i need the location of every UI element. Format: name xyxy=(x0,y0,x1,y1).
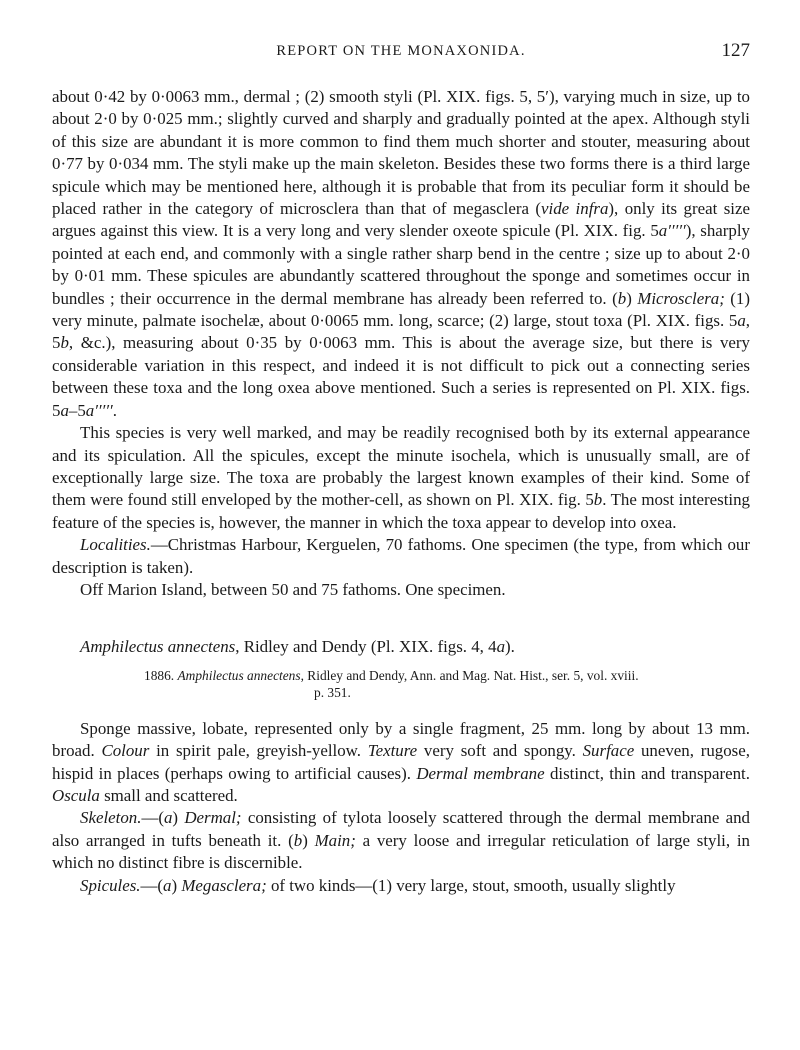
spicules-paragraph: Spicules.—(a) Megasclera; of two kinds—(1) very large, stout, smooth, usually slightly xyxy=(80,875,676,895)
localities-label: Localities. xyxy=(80,535,151,555)
description-paragraph: Sponge massive, lobate, represented only by a single fragment, 25 mm. long by about 13 mm. broad. Colour in spirit pale, greyish-yellow. Texture very soft and spongy. Surface uneven, rugose, hispid in places (perhaps owing to artificial causes). Dermal membrane distinct, thin and transparent. Oscula small and scattered. xyxy=(52,718,750,805)
page xyxy=(52,40,750,897)
species-name: Amphilectus annectens xyxy=(80,637,236,657)
paragraph-2: This species is very well marked, and may be readily recognised both by its external appearance and its spiculation. All the spicules, except the minute isochela, which is unusually small, are of exceptionally large size. The toxa are probably the largest known examples of their kind. Some of them were found still enveloped by the mother-cell, as shown on Pl. XIX. fig. 5b. The most interesting feature of the species is, however, the manner in which the toxa appear to develop into oxea. xyxy=(52,423,750,532)
citation: 1886. Amphilectus annectens, Ridley and Dendy, Ann. and Mag. Nat. Hist., ser. 5, vol. xviii. p. 351. xyxy=(144,667,639,701)
localities-paragraph: Localities.—Christmas Harbour, Kerguelen, 70 fathoms. One specimen (the type, from which our description is taken). xyxy=(52,535,750,577)
running-title: REPORT ON THE MONAXONIDA. xyxy=(276,43,526,59)
marion-locality: Off Marion Island, between 50 and 75 fathoms. One specimen. xyxy=(80,579,506,599)
continued-paragraph: about 0·42 by 0·0063 mm., dermal ; (2) smooth styli (Pl. XIX. figs. 5, 5′), varying much in size, up to about 2·0 by 0·025 mm.; slightly curved and sharply and gradually pointed at the apex. Although styli of this size are abundant it is more common to find them much shorter and stouter, measuring about 0·77 by 0·034 mm. The styli make up the main skeleton. Besides these two forms there is a third large spicule which may be mentioned here, although it is probable that from its peculiar form it should be placed rather in the category of microsclera than that of megasclera (vide infra), only its great size argues against this view. It is a very long and very slender oxeote spicule (Pl. XIX. fig. 5a′′′′′), sharply pointed at each end, and commonly with a single rather sharp bend in the centre ; size up to about 2·0 by 0·01 mm. These spicules are abundantly scattered throughout the sponge and sometimes occur in bundles ; their occurrence in the dermal membrane has already been referred to. (b) Microsclera; (1) very minute, palmate isochelæ, about 0·0065 mm. long, scarce; (2) large, stout toxa (Pl. XIX. figs. 5a, 5b, &c.), measuring about 0·35 by 0·0063 mm. This is about the average size, but there is very considerable variation in this respect, and indeed it is not difficult to pick out a connecting series between these toxa and the long oxea above mentioned. Such a series is represented on Pl. XIX. figs. 5a–5a′′′′′. xyxy=(52,87,750,420)
page-header xyxy=(52,40,750,66)
skeleton-label: Skeleton. xyxy=(80,808,142,828)
spicules-label: Spicules. xyxy=(80,875,141,895)
species-heading: Amphilectus annectens, Ridley and Dendy (Pl. XIX. figs. 4, 4a). xyxy=(80,637,515,657)
skeleton-paragraph: Skeleton.—(a) Dermal; consisting of tylota loosely scattered through the dermal membrane and also arranged in tufts beneath it. (b) Main; a very loose and irregular reticulation of large styli, in which no distinct fibre is discernible. xyxy=(52,808,750,873)
page-number: 127 xyxy=(721,40,750,61)
